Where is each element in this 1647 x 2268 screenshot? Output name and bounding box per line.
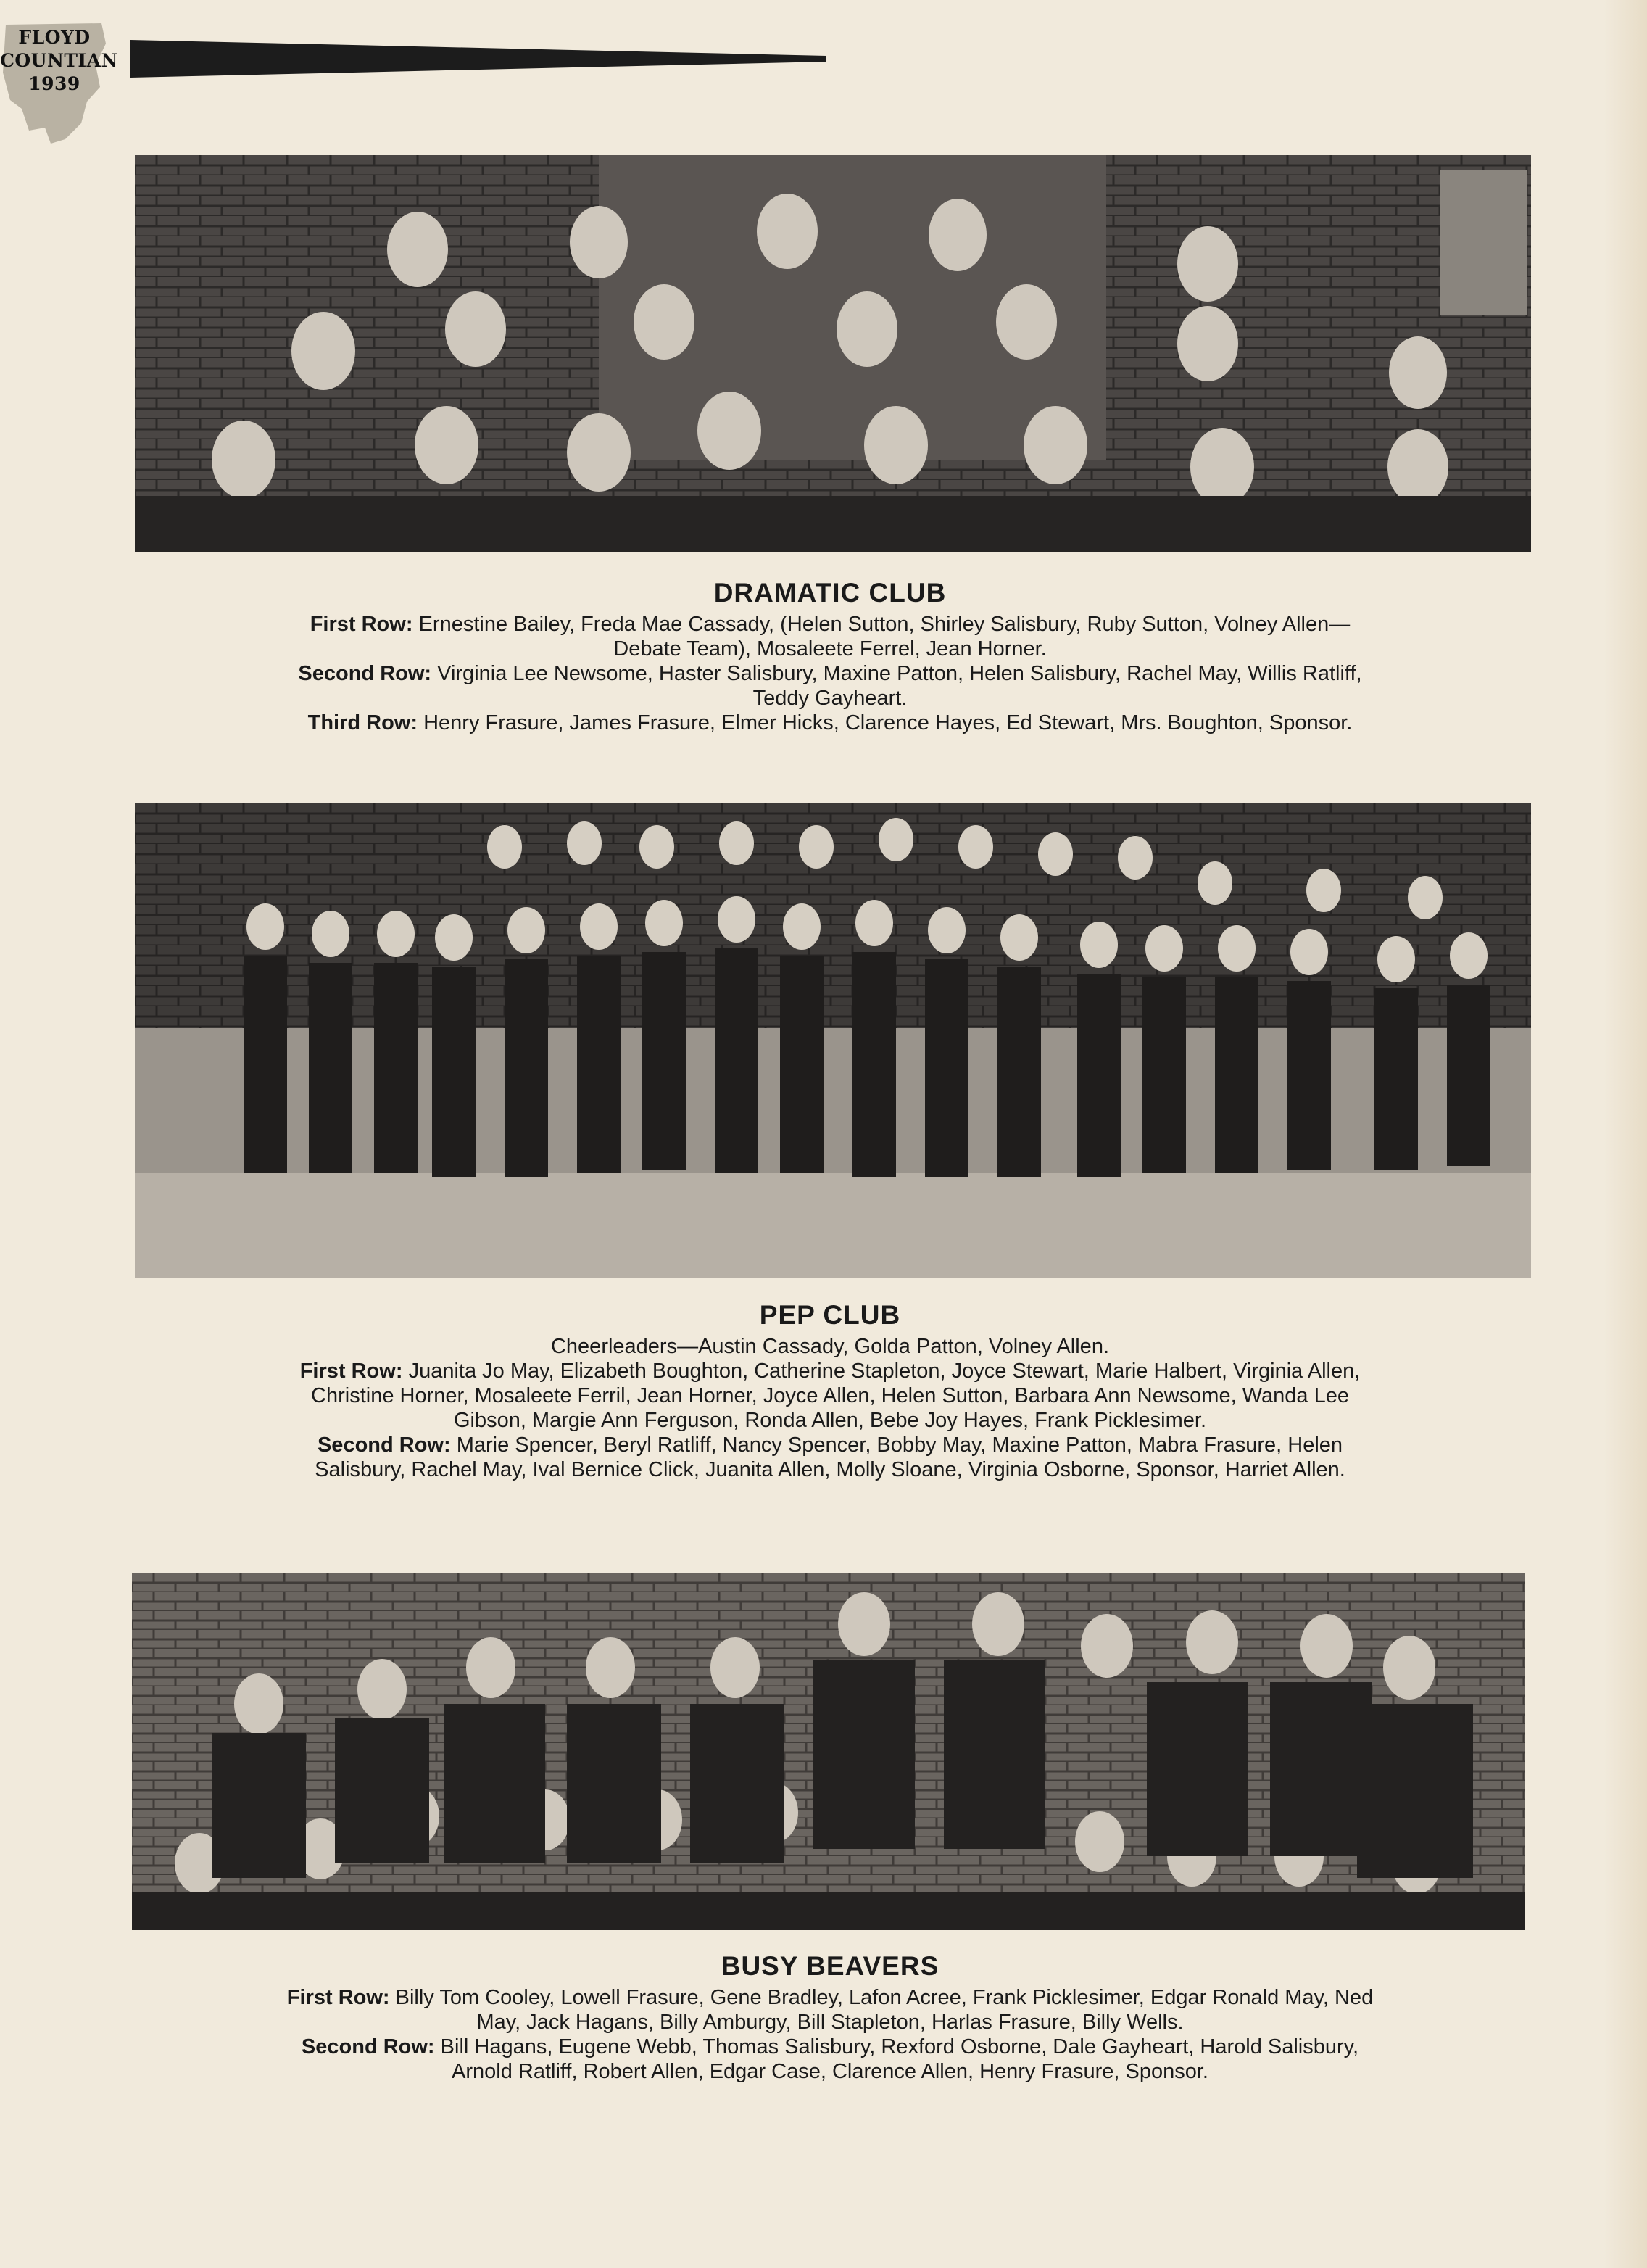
first-row-label: First Row: <box>310 613 413 636</box>
pep-club-photo-image <box>135 803 1531 1278</box>
logo-line-3: 1939 <box>28 73 80 94</box>
first-row-names: Juanita Jo May, Elizabeth Boughton, Catherine Stapleton, Joyce Stewart, Marie Halbert, Virginia Allen, Christine Horner, Mosaleete Ferril, Jean Horner, Joyce Allen, Helen Sutton, Barbara Ann Newsome, Wanda Lee Gibson, Margie Ann Ferguson, Ronda Allen, Bebe Joy Hayes, Frank Picklesimer. <box>311 1359 1361 1432</box>
second-row-label: Second Row: <box>301 2035 435 2058</box>
pennant-banner <box>130 40 826 83</box>
yearbook-logo <box>0 22 118 145</box>
page-edge <box>1604 0 1647 2268</box>
dramatic-club-title: DRAMATIC CLUB <box>713 578 947 608</box>
logo-text <box>0 26 118 96</box>
pep-club-cheerleaders: Cheerleaders—Austin Cassady, Golda Patton, Volney Allen. <box>550 1335 1109 1358</box>
logo-line-1: FLOYD <box>18 27 91 48</box>
busy-beavers-photo <box>132 1573 1525 1930</box>
third-row-names: Henry Frasure, James Frasure, Elmer Hicks, Clarence Hayes, Ed Stewart, Mrs. Boughton, Sponsor. <box>423 711 1353 734</box>
first-row-label: First Row: <box>299 1359 403 1383</box>
second-row-names: Virginia Lee Newsome, Haster Salisbury, Maxine Patton, Helen Salisbury, Rachel May, Willis Ratliff, Teddy Gayheart. <box>437 662 1362 710</box>
pep-club-photo <box>135 803 1531 1278</box>
dramatic-club-second-row <box>283 661 1377 711</box>
second-row-label: Second Row: <box>317 1433 451 1457</box>
first-row-names: Billy Tom Cooley, Lowell Frasure, Gene Bradley, Lafon Acree, Frank Picklesimer, Edgar Ronald May, Ned May, Jack Hagans, Billy Amburgy, Bill Stapleton, Harlas Frasure, Billy Wells. <box>395 1986 1374 2034</box>
busy-beavers-second-row <box>283 2035 1377 2084</box>
third-row-label: Third Row: <box>307 711 418 734</box>
second-row-names: Bill Hagans, Eugene Webb, Thomas Salisbury, Rexford Osborne, Dale Gayheart, Harold Salisbury, Arnold Ratliff, Robert Allen, Edgar Case, Clarence Allen, Henry Frasure, Sponsor. <box>440 2035 1359 2083</box>
pep-club-title: PEP CLUB <box>759 1300 901 1330</box>
busy-beavers-caption <box>283 1950 1377 2084</box>
dramatic-club-photo-image <box>135 155 1531 552</box>
busy-beavers-first-row <box>283 1985 1377 2035</box>
dramatic-club-third-row <box>283 711 1377 735</box>
page-header <box>0 22 841 152</box>
second-row-names: Marie Spencer, Beryl Ratliff, Nancy Spencer, Bobby May, Maxine Patton, Mabra Frasure, Helen Salisbury, Rachel May, Ival Bernice Click, Juanita Allen, Molly Sloane, Virginia Osborne, Sponsor, Harriet Allen. <box>315 1433 1345 1481</box>
pep-club-first-row <box>283 1359 1377 1433</box>
pep-club-second-row <box>283 1433 1377 1482</box>
dramatic-club-photo <box>135 155 1531 552</box>
dramatic-club-caption <box>283 577 1377 735</box>
busy-beavers-photo-image <box>132 1573 1525 1930</box>
pep-club-caption <box>283 1299 1377 1482</box>
first-row-names: Ernestine Bailey, Freda Mae Cassady, (Helen Sutton, Shirley Salisbury, Ruby Sutton, Volney Allen—Debate Team), Mosaleete Ferrel, Jean Horner. <box>418 613 1351 661</box>
logo-line-2: COUNTIAN <box>0 50 118 71</box>
first-row-label: First Row: <box>286 1986 390 2009</box>
dramatic-club-first-row <box>283 612 1377 661</box>
second-row-label: Second Row: <box>298 662 432 685</box>
busy-beavers-title: BUSY BEAVERS <box>721 1951 939 1981</box>
